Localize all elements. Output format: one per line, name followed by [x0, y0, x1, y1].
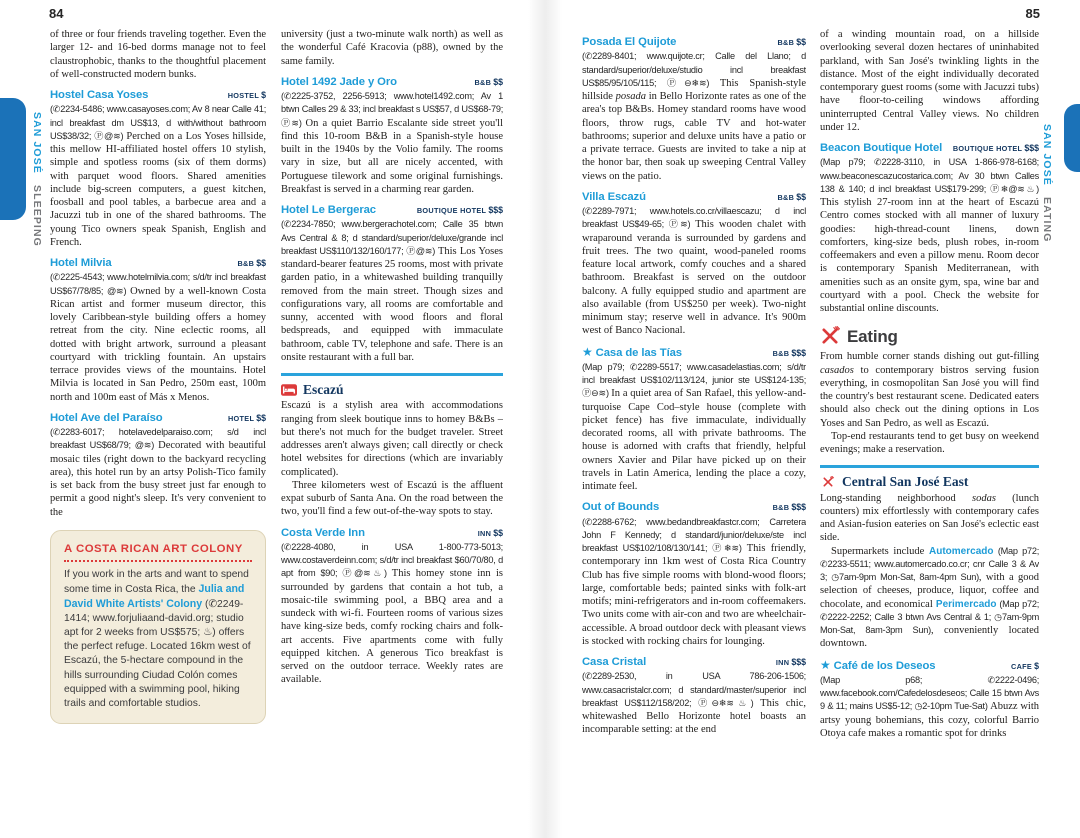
- listing-category: BOUTIQUE HOTEL: [416, 206, 487, 215]
- listing-header: [50, 89, 266, 102]
- sidebar-body: [64, 568, 252, 711]
- listing-category-price: [417, 204, 503, 217]
- sidebar-title: A COSTA RICAN ART COLONY: [64, 542, 252, 562]
- listing-name: Beacon Boutique Hotel: [820, 142, 943, 154]
- chapter-thumb-tab-right: [1064, 104, 1080, 172]
- listing-category-price: [1011, 660, 1039, 673]
- listing-details: (✆2289-7971; www.hotels.co.cr/villaescazu; d incl breakfast US$49-65; Ⓟ≋): [582, 206, 806, 230]
- text-run: in Bello Horizonte rates as one of the area's top B&Bs. Homey standard rooms have wood floors, throw rugs, cable TV and hot-water bathrooms; superior and deluxe units have a patio or a private terrace. Guests are invited to take a nip at the honor bar, then soak up sweeping Central Valley views on the patio.: [582, 91, 806, 182]
- paragraph: [50, 28, 266, 81]
- text-run: (lunch counters) mix effortlessly with contemporary cafes and Asian-fusion eateries on San José's eclectic east side.: [820, 492, 1039, 544]
- listing-body: [50, 271, 266, 404]
- section-divider: [281, 373, 503, 376]
- listing-category-price: [773, 347, 806, 360]
- listing-header: [582, 501, 806, 514]
- listing-header: [820, 142, 1039, 155]
- listing-name: Hostel Casa Yoses: [50, 89, 149, 101]
- cross-reference-link: Automercado: [929, 545, 994, 557]
- chapter-section: SLEEPING: [31, 184, 43, 247]
- listing-header: [50, 257, 266, 270]
- listing-header: [820, 659, 1039, 673]
- listing-details: (Map p79; ✆2289-5517; www.casadelastias.com; s/d/tr incl breakfast US$102/113/124, junior ste US$124-135; Ⓟ⊖≋): [582, 361, 806, 399]
- listing: [582, 36, 806, 183]
- listing-price: $$$: [1024, 143, 1039, 153]
- listing-price: $$: [256, 412, 266, 423]
- listing-body: [820, 674, 1039, 740]
- listing-name: ★ Café de los Deseos: [820, 657, 936, 672]
- listing-body: [582, 205, 806, 338]
- text-run: (✆2249-1414; www.forjuliaand-david.org; studio apt for 2 weeks from US$575; ♨) offers the perfect refuge. Located 16km west of Escazú, the 5-hectare compound in the hills surrounding Ciudad Colón comes equipped with a swimming pool, hiking trails and comfortable studios.: [64, 599, 251, 709]
- top-choice-star-icon: ★: [582, 344, 593, 359]
- paragraph: [281, 479, 503, 519]
- text-run: This stylish 27-room inn at the heart of Escazú Centro comes stocked with all manner of luxury goodies: high-thread-count linens, down comforters, king-size beds, plush robes, in-room coffeemakers and even a pillow menu. Room decor is contemporary Spanish Mediterranean, with amenities such as an onsite gym, spa, wine bar and courtyard with a pool. Check the website for substantial online discounts.: [820, 197, 1039, 314]
- column-3: [582, 28, 806, 824]
- listing-category-price: [777, 36, 806, 49]
- listing-header: [281, 76, 503, 89]
- listing-category-price: [228, 89, 266, 102]
- listing-header: [50, 412, 266, 425]
- listing-name: Hotel Ave del Paraíso: [50, 411, 163, 424]
- listing-details: (Map p68; ✆2222-0496; www.facebook.com/Cafedelosdeseos; Calle 15 btwn Avs 9 & 11; mains US$5-12; ◷2-10pm Tue-Sat): [820, 674, 1039, 712]
- listing: [50, 412, 266, 519]
- listing-details: (✆2234-5486; www.casayoses.com; Av 8 near Calle 41; incl breakfast dm US$13, d with/without bathroom US$38/32; Ⓟ@≋): [50, 104, 266, 141]
- listing-details: (✆2289-2530, in USA 786-206-1506; www.casacristalcr.com; d standard/master/superior incl breakfast US$112/158/202; Ⓟ⊖❄≋♨): [582, 671, 806, 708]
- chapter-label-right: [1041, 124, 1053, 242]
- listing-body: [281, 218, 503, 364]
- listing-name: Out of Bounds: [582, 501, 660, 514]
- listing: [820, 142, 1039, 315]
- listing-details: (✆2288-6762; www.bedandbreakfastcr.com; Carretera John F Kennedy; d standard/junior/deluxe/ste incl breakfast US$102/108/130/141; Ⓟ❄≋): [582, 516, 806, 553]
- listing-category: HOSTEL: [227, 91, 260, 100]
- listing-category-price: [237, 257, 266, 270]
- text-run: This homey stone inn is surrounded by gardens that contain a hot tub, a mosaic-tile swimming pool, a BBQ area and a sundeck with wi-fi. Fourteen rooms of various sizes have king-size beds, comfy rocking chairs and folk-art accents. Five apartments come with fully equipped kitchen. A generous Tico breakfast is served on the outdoor terrace. Weekly rates are available.: [281, 568, 503, 686]
- section-heading: [281, 383, 503, 396]
- listing-name: Costa Verde Inn: [281, 526, 365, 539]
- top-choice-star-icon: ★: [820, 657, 831, 672]
- text-run: , with a good selection of cheeses, produce, liquor, coffee and chocolate, and economical: [820, 572, 1039, 610]
- text-run: This chic, whitewashed Bello Horizonte hotel boasts an incomparable setting: at the end: [582, 697, 806, 736]
- paragraph: [820, 492, 1039, 545]
- column-2: [281, 28, 503, 824]
- section-heading: [820, 326, 1039, 346]
- listing-category-price: [777, 191, 806, 204]
- text-run: to contemporary bistros serving fusion everything, in cosmopolitan San José you will find the country's best restaurant scene. Dedicated eaters should also check out the dining options in Los Yoses and San Pedro, as well as Escazú.: [820, 364, 1039, 429]
- section-title: Eating: [847, 326, 898, 346]
- listing-details: (✆2234-7850; www.bergerachotel.com; Calle 35 btwn Avs Central & 8; d standard/superior/deluxe/grande incl breakfast US$110/132/160/177; Ⓟ@≋): [281, 219, 503, 256]
- listing-header: [582, 656, 806, 669]
- text-run: casados: [820, 364, 854, 376]
- listing-category: HOTEL: [227, 413, 255, 423]
- listing: [582, 501, 806, 648]
- text-run: Abuzz with artsy young bohemians, this cozy, colorful Barrio Otoya cafe makes a romantic spot for drinks: [820, 701, 1039, 739]
- text-run: (Map p72; ✆2233-5511; www.automercado.co.cr; cnr Calle 3 & Av 3; ◷7am-9pm Mon-Sat, 8am-4pm Sun): [820, 545, 1039, 582]
- chapter-thumb-tab-left: [0, 98, 26, 220]
- listing-details: (✆2228-4080, in USA 1-800-773-5013; www.costaverdeinn.com; s/d/tr incl breakfast $60/70/80, d apt from $90; Ⓟ@≋♨): [281, 541, 503, 579]
- listing-body: [50, 103, 266, 249]
- listing-category-price: [953, 142, 1039, 155]
- boxed-text-sidebar: [50, 530, 266, 724]
- cross-reference-link: Julia and David White Artists' Colony: [64, 582, 245, 611]
- listing-price: $$$: [488, 205, 503, 215]
- listing-category-price: [478, 527, 503, 540]
- listing-category: B&B: [772, 503, 790, 513]
- listing-details: (✆2283-6017; hotelavedelparaiso.com; s/d incl breakfast US$68/79; @≋): [50, 427, 266, 451]
- chapter-title: SAN JOSÉ: [31, 112, 43, 174]
- listing-price: $$: [256, 258, 266, 268]
- section-title: Central San José East: [842, 474, 969, 490]
- section-title: Escazú: [303, 382, 344, 397]
- text-run: Escazú is a stylish area with accommodations ranging from sleek boutique inns to homey B&Bs – but there's not much for the budget traveler. Street addresses aren't always given; call directly or check hotel websites for directions (which are invariably complicated).: [281, 400, 503, 478]
- listing: [582, 191, 806, 338]
- cross-reference-link: Perimercado: [935, 598, 997, 610]
- listing-name: Posada El Quijote: [582, 36, 677, 48]
- cutlery-icon: [820, 326, 840, 346]
- chapter-section: EATING: [1041, 196, 1053, 243]
- listing-price: $$: [796, 191, 806, 202]
- listing-category: B&B: [777, 192, 795, 202]
- listing-body: [820, 156, 1039, 315]
- listing-name: Hotel Le Bergerac: [281, 204, 376, 216]
- listing-body: [281, 541, 503, 687]
- text-run: Supermarkets include: [831, 545, 930, 557]
- text-run: , conveniently located downtown.: [820, 625, 1039, 650]
- listing-header: [281, 204, 503, 217]
- page-number-right: 85: [1025, 6, 1040, 21]
- listing: [50, 257, 266, 404]
- listing-name: ★ Casa de las Tías: [582, 344, 682, 359]
- paragraph: [820, 28, 1039, 134]
- listing-price: $: [261, 90, 266, 100]
- listing-category-price: [773, 501, 806, 514]
- text-run: sodas: [972, 492, 996, 504]
- listing-details: (✆2225-4543; www.hotelmilvia.com; s/d/tr incl breakfast US$67/78/85; @≋): [50, 272, 266, 296]
- listing-body: [582, 516, 806, 649]
- listing-category: B&B: [772, 348, 790, 358]
- chapter-label-left: [31, 112, 43, 247]
- listing-body: [50, 426, 266, 519]
- listing-header: [281, 527, 503, 540]
- text-run: posada: [615, 91, 646, 102]
- listing-category: B&B: [474, 77, 492, 87]
- text-run: university (just a two-minute walk north) as well as the wonderful Café Kracovia (p88), owned by the same family.: [281, 29, 503, 67]
- paragraph: [820, 545, 1039, 651]
- chapter-title: SAN JOSÉ: [1041, 124, 1053, 186]
- page-number-left: 84: [49, 6, 64, 21]
- listing-details: (✆2225-3752, 2256-5913; www.hotel1492.com; Av 1 btwn Calles 29 & 33; incl breakfast s US$57, d US$68-79; Ⓟ≋): [281, 91, 503, 128]
- listing-category: INN: [775, 658, 790, 667]
- column-4: [820, 28, 1039, 824]
- text-run: From humble corner stands dishing out gut-filling: [820, 351, 1039, 363]
- text-run: This Spanish-style hillside: [582, 77, 806, 102]
- text-run: Three kilometers west of Escazú is the affluent expat suburb of Santa Ana. On the road between the two, you'll find a few out-of-the-way spots to stay.: [281, 479, 503, 518]
- text-run: On a quiet Barrio Escalante side street you'll find this 10-room B&B in a Spanish-style house built in the 1940s by the Volio family. The rooms vary in size, but all are nicely accented, with Portuguese tilework and some original furnishings. Breakfast is served in a charming rear garden.: [281, 117, 503, 195]
- page-gutter-shadow: [528, 0, 562, 838]
- listing: [281, 527, 503, 687]
- listing-price: $$$: [791, 502, 806, 513]
- listing-category-price: [474, 76, 503, 89]
- listing-name: Villa Escazú: [582, 190, 646, 203]
- section-heading: [820, 475, 1039, 488]
- listing-body: [582, 361, 806, 494]
- listing: [582, 656, 806, 737]
- listing-price: $$: [493, 527, 503, 538]
- listing-category: CAFE: [1011, 661, 1033, 671]
- listing-details: (✆2289-8401; www.quijote.cr; Calle del Llano; d standard/superior/deluxe/studio incl breakfast US$85/95/105/115; Ⓟ⊖❄≋): [582, 51, 806, 88]
- text-run: Decorated with beautiful mosaic tiles (right down to the backyard recycling area), this hotel run by an artsy Polish-Tico family is set back from the busy street just far enough to permit a good night's sleep. It's very convenient to the: [50, 440, 266, 518]
- text-run: Owned by a well-known Costa Rican artist and former museum director, this lovely Caribbean-style building offers a homey retreat from the city. Nine eclectic rooms, all dotted with bright artwork, surround a pleasant courtyard with trickling fountain. An upstairs terrace provides views of the mountains. Hotel Milvia is located in San Pedro, 250m east, 100m north and 100m east of Más x Menos.: [50, 285, 266, 403]
- listing-body: [281, 90, 503, 196]
- text-run: This friendly, contemporary inn 1km west of Costa Rica Country Club has five simple rooms with blond-wood floors; large, comfortable beds; painted sinks with folk-art motifs; mini-refrigerators and in-room coffeemakers. Two units come with air-con and two are wheelchair-accessible. A broad outdoor deck with pleasant views is stocked with rocking chairs for lounging.: [582, 543, 806, 647]
- listing-header: [582, 36, 806, 49]
- listing-category-price: [776, 656, 806, 669]
- listing-category: INN: [477, 528, 492, 538]
- text-run: This Los Yoses standard-bearer features 25 rooms, most with private garden patio, in a whitewashed building tranquilly removed from the main street. Though sizes and configurations vary, all rooms are comfortable and sunny, accented with wood floors and floral bedspreads, and equipped with immaculate bathroom, cable TV, telephone and safe. There is an onsite restaurant with a full bar.: [281, 245, 503, 363]
- text-run: of a winding mountain road, on a hillside overlooking several dozen hectares of uninhabited parkland, with San José's twinkling lights in the distance. Most of the eight individually decorated contemporary guest rooms (some with Jacuzzi tubs) have floor-to-ceiling windows affording uninterrupted Central Valley views. No children under 12.: [820, 29, 1039, 133]
- listing: [582, 346, 806, 494]
- section-divider: [820, 465, 1039, 468]
- bed-icon: [281, 384, 297, 396]
- listing: [50, 89, 266, 249]
- listing-price: $: [1034, 660, 1039, 671]
- listing-category: B&B: [777, 38, 795, 47]
- listing-name: Hotel 1492 Jade y Oro: [281, 75, 397, 88]
- text-run: In a quiet area of San Rafael, this yellow-and-turquoise Cape Cod–style house (complete with picket fence) has five immaculate, individually decorated rooms, all with private bathrooms. The house is adorned with crafts that friendly, helpful owners Xavier and Pilar have picked up on their travels in Latin America, lending the place a cozy, intimate feel.: [582, 388, 806, 492]
- listing-header: [582, 346, 806, 360]
- listing-name: Hotel Milvia: [50, 257, 112, 269]
- listing-price: $$$: [791, 657, 806, 667]
- text-run: of three or four friends traveling together. Even the larger 12- and 16-bed dorms manage not to feel claustrophobic, thanks to the thoughtful placement of well-constructed modern bunks.: [50, 29, 266, 80]
- listing-header: [582, 191, 806, 204]
- text-run: If you work in the arts and want to spend some time in Costa Rica, the: [64, 568, 249, 595]
- listing-body: [582, 670, 806, 736]
- listing-price: $$$: [791, 347, 806, 358]
- paragraph: [820, 350, 1039, 430]
- listing: [281, 76, 503, 196]
- text-run: Perched on a Los Yoses hillside, this mellow HI-affiliated hostel offers 10 stylish, simple and spotless rooms (six of them dorms) with parquet wood floors. Shared amenities include big-screen computers, a guest kitchen, foosball and pool tables, a barbecue area and a Jacuzzi tub in one of the shared bathrooms. The young Tico owners speak Spanish, English and French.: [50, 130, 266, 248]
- text-run: Top-end restaurants tend to get busy on weekend evenings; make a reservation.: [820, 430, 1039, 455]
- listing-name: Casa Cristal: [582, 656, 647, 668]
- text-run: (Map p72; ✆2222-2252; Calle 3 btwn Avs Central & 1; ◷7am-9pm Mon-Sat, 8am-3pm Sun): [820, 598, 1039, 635]
- paragraph: [281, 28, 503, 68]
- listing-body: [582, 50, 806, 183]
- listing-price: $$: [796, 37, 806, 47]
- listing-category-price: [228, 412, 266, 425]
- listing-category: B&B: [237, 259, 255, 268]
- listing-category: BOUTIQUE HOTEL: [952, 144, 1023, 153]
- listing-price: $$: [493, 76, 503, 87]
- paragraph: [281, 399, 503, 479]
- listing: [281, 204, 503, 364]
- cutlery-icon: [820, 476, 836, 488]
- text-run: This wooden chalet with wraparound veranda is surrounded by gardens and fruit trees. The two quaint, wood-paneled rooms feature local artwork, comfy couches and a shared bathroom. Breakfast is served on the outdoor balcony. A fully equipped studio and apartment are also available (from US$250 per week). Two-night minimum stay; reserve well in advance. It's 900m west of Banco Nacional.: [582, 219, 806, 337]
- listing-details: (Map p79; ✆2228-3110, in USA 1-866-978-6168; www.beaconescazucostarica.com; Av 30 btwn Calles 138 & 140; d incl breakfast US$179-299; Ⓟ❄@≋♨): [820, 157, 1039, 194]
- paragraph: [820, 430, 1039, 457]
- listing: [820, 659, 1039, 741]
- column-1: [50, 28, 266, 824]
- text-run: Long-standing neighborhood: [820, 492, 973, 504]
